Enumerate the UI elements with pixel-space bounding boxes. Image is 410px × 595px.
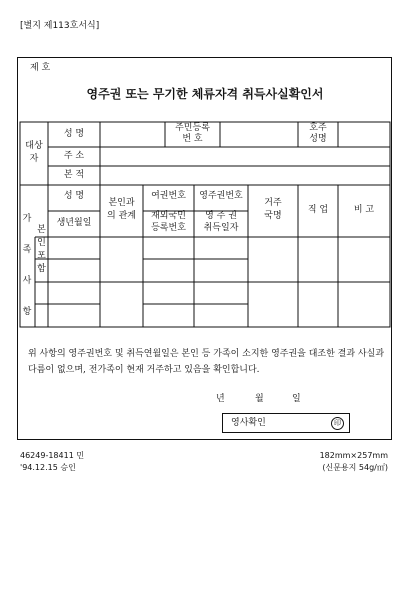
paper-size: 182mm×257mm [319, 451, 388, 460]
document-number-label: 제 호 [30, 63, 51, 73]
confirmation-statement: 위 사항의 영주권번호 및 취득연월일은 본인 등 가족이 소지한 영주권을 대조한 결과 사실과 다름이 없으며, 전가족이 현재 거주하고 있음을 확인합니다. [28, 349, 385, 375]
overseas-registration-label-line2: 등록번호 [151, 223, 186, 233]
permanent-residency-number-label: 영주권번호 [199, 191, 243, 201]
registration-number-label-line2: 번 호 [182, 134, 203, 144]
residence-country-label-line2: 국명 [264, 211, 282, 221]
pr-acquisition-date-label-line2: 취득일자 [203, 223, 239, 233]
date-month-label: 월 [255, 394, 264, 404]
residence-country-label-line1: 거주 [264, 198, 282, 208]
registration-number-label-line1: 주민등록 [175, 123, 210, 133]
overseas-registration-label-line1: 재외국민 [151, 211, 186, 221]
remarks-label: 비 고 [353, 205, 375, 215]
occupation-label: 직 업 [307, 205, 329, 215]
form-code: 46249-18411 민 [20, 451, 85, 460]
seal-mark: 印 [331, 417, 344, 430]
passport-number-label: 여권번호 [151, 191, 186, 201]
household-head-label-line1: 호주 [309, 123, 327, 133]
relation-label-line1: 본인과 [108, 198, 135, 208]
family-name-label: 성 명 [63, 191, 85, 201]
subject-section-label: 대상자 [25, 141, 43, 164]
approval-date: '94.12.15 승인 [20, 463, 76, 472]
document-title: 영주권 또는 무기한 체류자격 취득사실확인서 [86, 87, 324, 101]
consular-confirmation-label: 영사확인 [231, 418, 266, 428]
paper-spec: (신문용지 54g/㎡) [322, 463, 388, 472]
family-section-label: 가족사항 [22, 214, 32, 317]
consular-confirmation-box [222, 413, 350, 433]
domicile-label: 본 적 [63, 170, 85, 180]
household-head-label-line2: 성명 [309, 134, 327, 144]
subject-name-label: 성 명 [63, 129, 85, 139]
date-year-label: 년 [216, 394, 225, 404]
birth-date-label: 생년월일 [56, 218, 92, 228]
include-self-label: 본인포함 [37, 225, 46, 274]
relation-label-line2: 의 관계 [107, 211, 136, 221]
address-label: 주 소 [63, 151, 85, 161]
date-day-label: 일 [292, 394, 301, 404]
form-number: [별지 제113호서식] [20, 21, 100, 31]
pr-acquisition-date-label-line1: 영 주 권 [205, 211, 237, 221]
